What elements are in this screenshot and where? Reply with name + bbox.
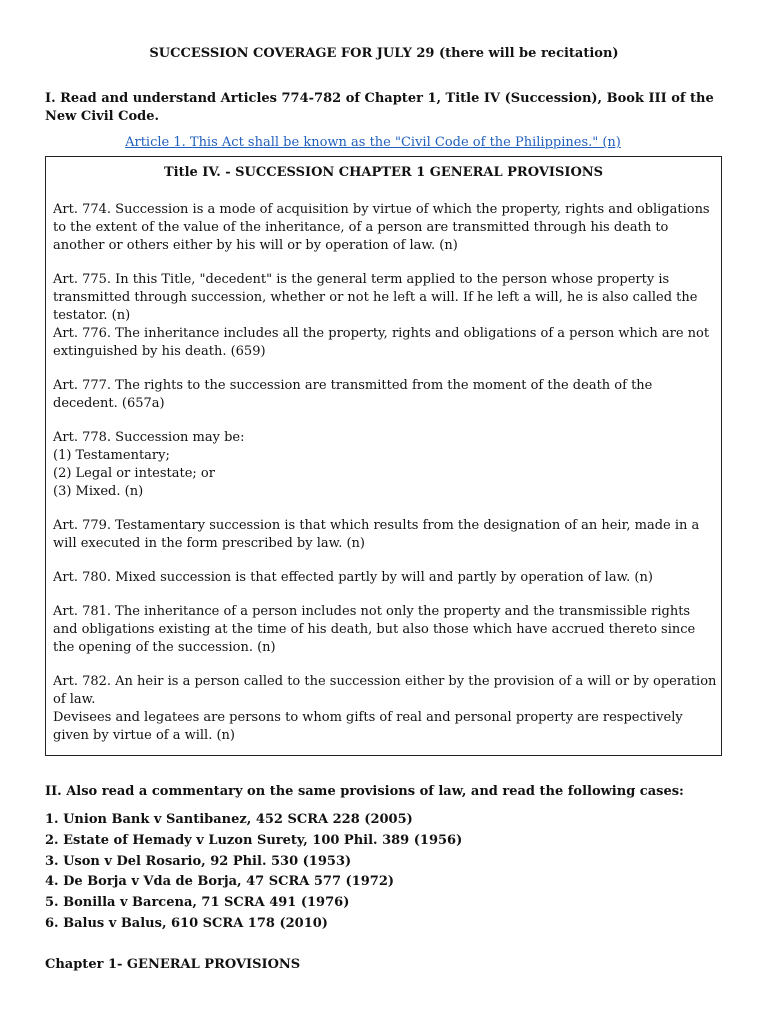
chapter-heading: Chapter 1- GENERAL PROVISIONS — [45, 957, 301, 972]
article-778-item-1: (1) Testamentary; — [53, 448, 170, 463]
section-two-instructions: II. Also read a commentary on the same provisions of law, and read the following cases: — [45, 784, 684, 799]
section-one-instructions: I. Read and understand Articles 774-782 of Chapter 1, Title IV (Succession), Book III of the New Civil Code. — [45, 91, 714, 124]
article-774: Art. 774. Succession is a mode of acquisition by virtue of which the property, rights and obligations to the extent of the value of the inheritance, of a person are transmitted through his death to another or others either by his will or by operation of law. (n) — [53, 202, 710, 253]
case-item: 1. Union Bank v Santibanez, 452 SCRA 228 (2005) — [45, 812, 413, 827]
box-title: Title IV. - SUCCESSION CHAPTER 1 GENERAL PROVISIONS — [163, 165, 604, 180]
case-item: 4. De Borja v Vda de Borja, 47 SCRA 577 (1972) — [45, 874, 395, 890]
article-778-intro: Art. 778. Succession may be: — [53, 430, 245, 445]
article-1-link[interactable]: Article 1. This Act shall be known as the "Civil Code of the Philippines." (n) — [125, 135, 621, 150]
case-item: 5. Bonilla v Barcena, 71 SCRA 491 (1976) — [45, 895, 350, 911]
case-item: 6. Balus v Balus, 610 SCRA 178 (2010) — [45, 915, 328, 931]
document-heading: SUCCESSION COVERAGE FOR JULY 29 (there will be recitation) — [149, 46, 619, 61]
cases-list — [45, 810, 725, 935]
article-778-item-3: (3) Mixed. (n) — [53, 484, 144, 499]
article-775: Art. 775. In this Title, "decedent" is the general term applied to the person whose property is transmitted through succession, whether or not he left a will. If he left a will, he is also called the testator. (n) — [53, 272, 698, 323]
article-776: Art. 776. The inheritance includes all the property, rights and obligations of a person which are not extinguished by his death. (659) — [53, 326, 710, 359]
article-780: Art. 780. Mixed succession is that effected partly by will and partly by operation of law. (n) — [53, 570, 653, 585]
case-item: 3. Uson v Del Rosario, 92 Phil. 530 (1953) — [45, 853, 352, 869]
article-782-b: Devisees and legatees are persons to whom gifts of real and personal property are respectively given by virtue of a will. (n) — [53, 710, 683, 743]
case-item: 2. Estate of Hemady v Luzon Surety, 100 Phil. 389 (1956) — [45, 832, 463, 848]
article-777: Art. 777. The rights to the succession are transmitted from the moment of the death of the decedent. (657a) — [53, 378, 653, 411]
article-782: Art. 782. An heir is a person called to the succession either by the provision of a will or by operation of law. — [53, 674, 717, 707]
article-778-item-2: (2) Legal or intestate; or — [53, 466, 215, 481]
article-781: Art. 781. The inheritance of a person includes not only the property and the transmissible rights and obligations existing at the time of his death, but also those which have accrued thereto since the opening of the succession. (n) — [53, 604, 696, 655]
article-779: Art. 779. Testamentary succession is that which results from the designation of an heir, made in a will executed in the form prescribed by law. (n) — [53, 518, 700, 551]
box-body — [53, 201, 717, 745]
provisions-box — [45, 156, 722, 756]
